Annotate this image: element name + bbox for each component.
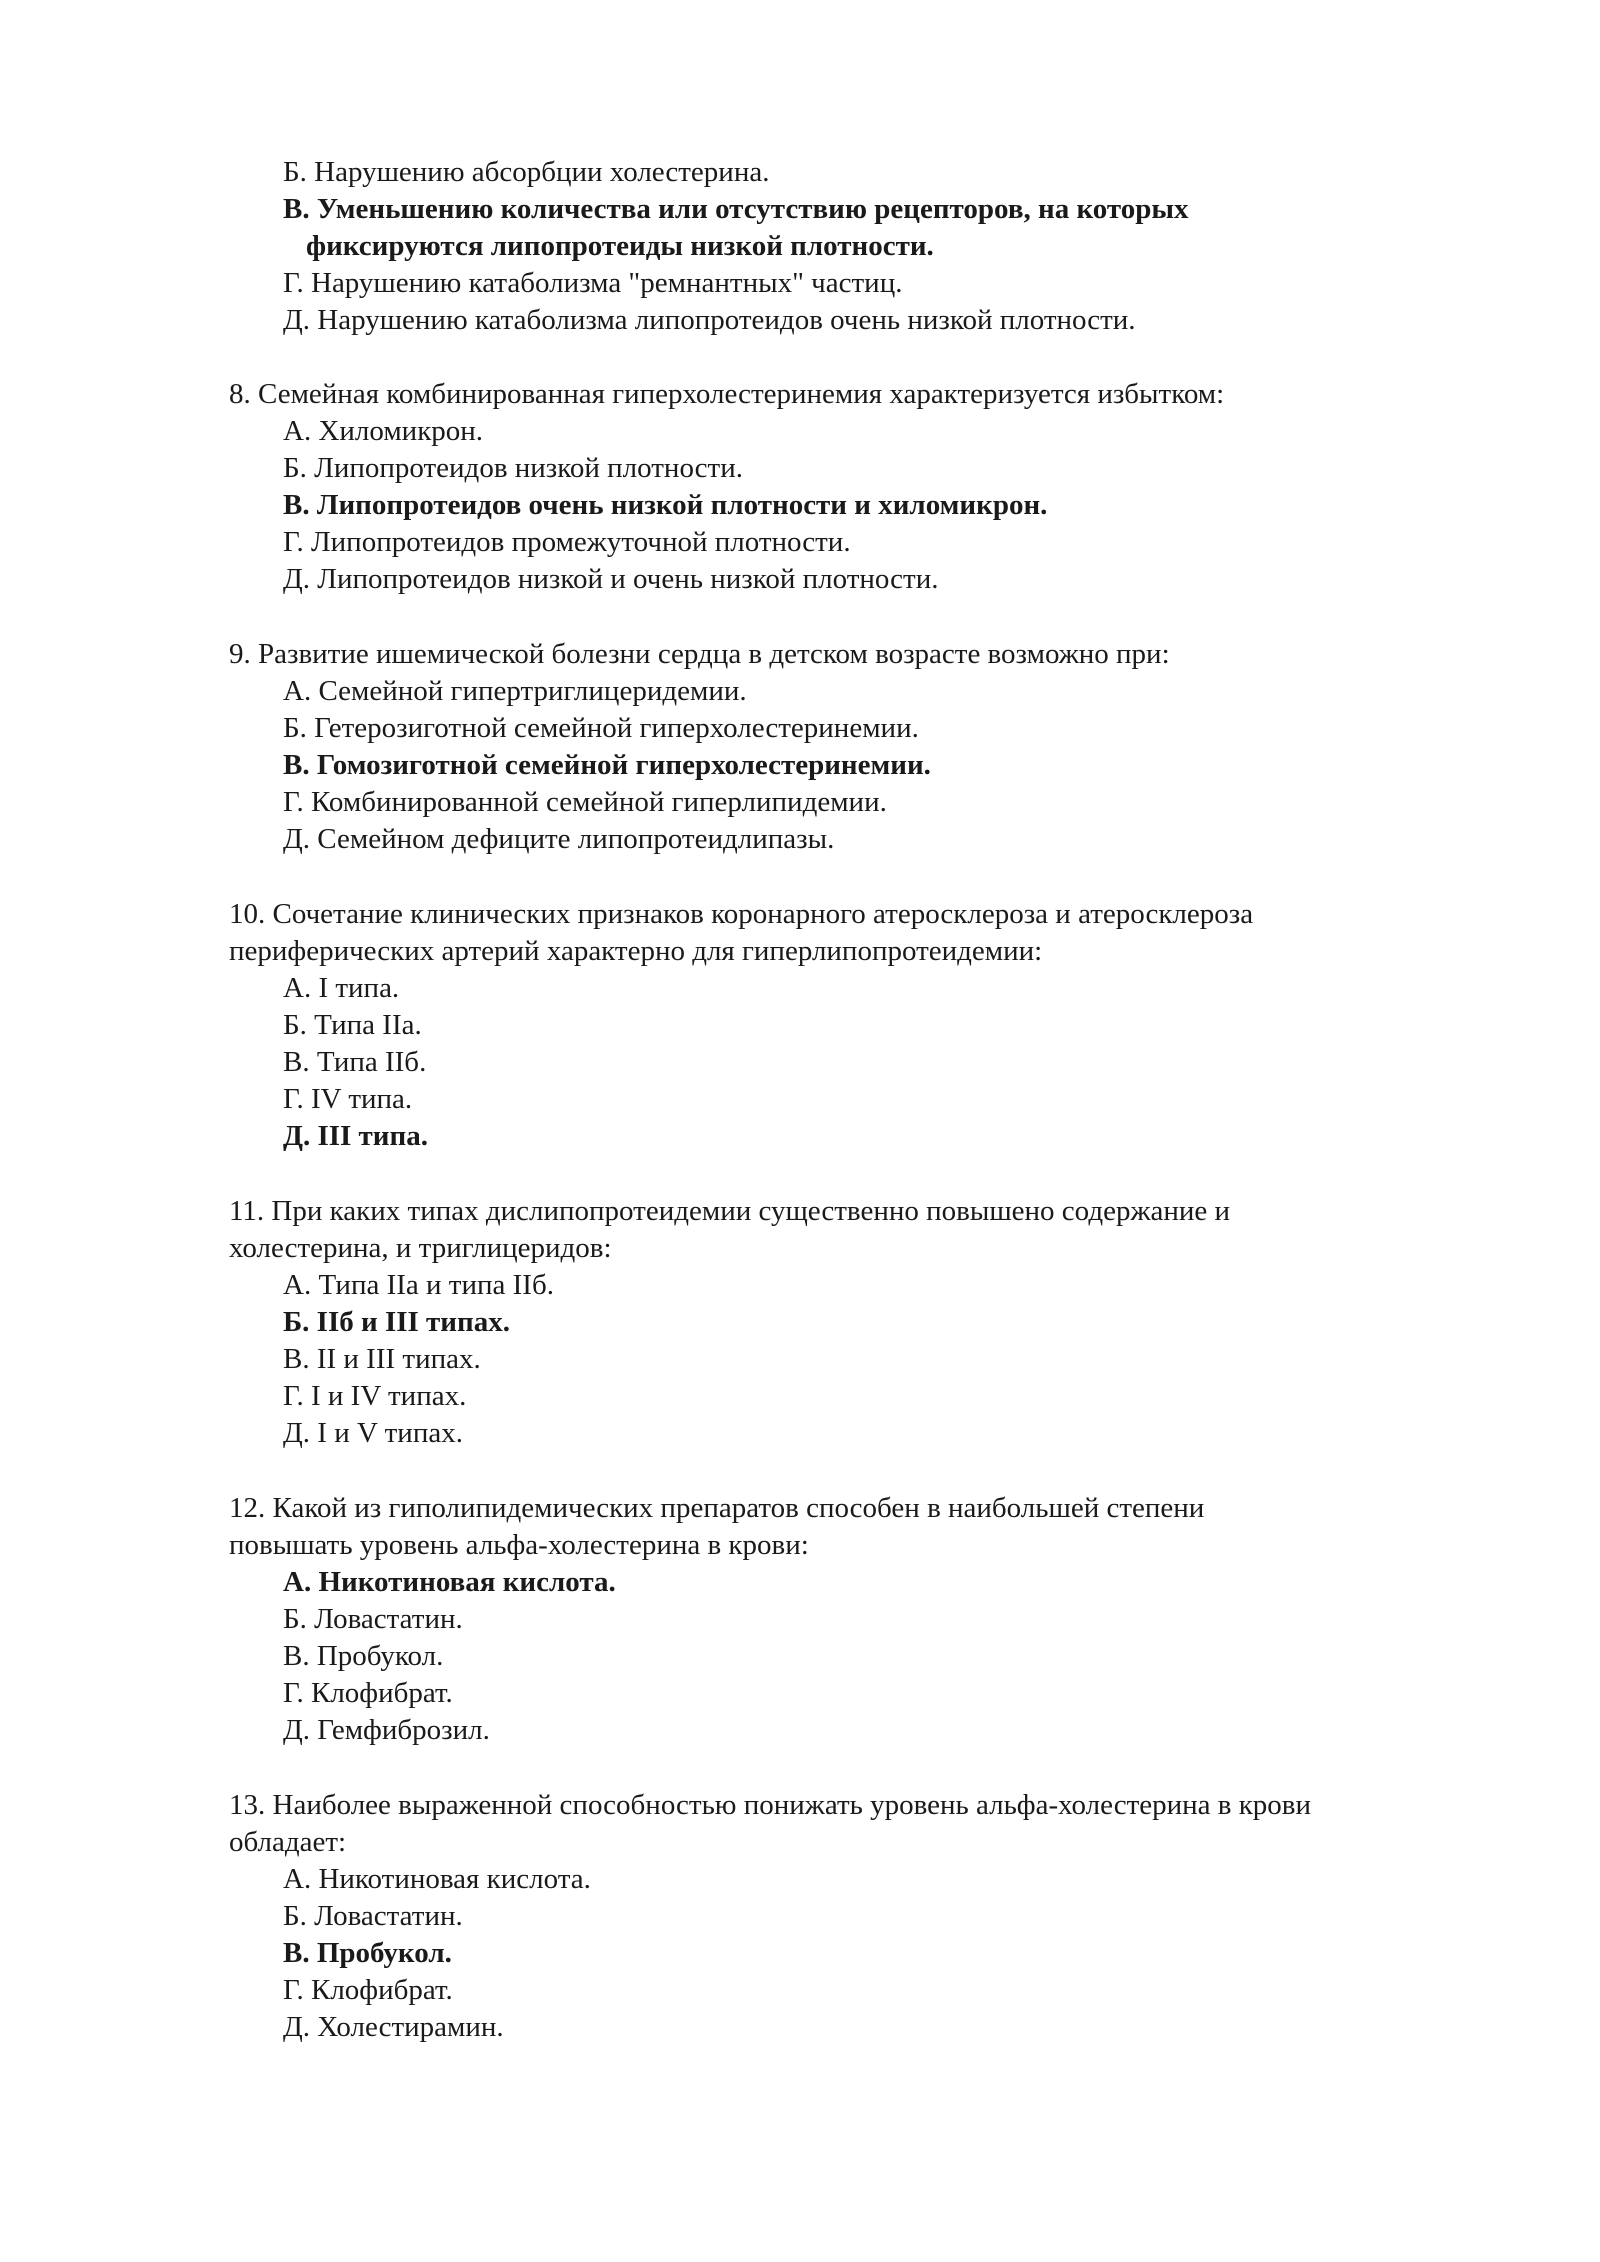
answer-option-correct: В. Уменьшению количества или отсутствию рецепторов, на которых [283, 193, 1189, 225]
answer-option: Д. Гемфиброзил. [283, 1714, 490, 1746]
answer-option: Д. Семейном дефиците липопротеидлипазы. [283, 823, 835, 855]
answer-option: Г. Комбинированной семейной гиперлипидемии. [283, 786, 887, 818]
answer-option: Г. Клофибрат. [283, 1677, 453, 1709]
answer-option-correct: А. Никотиновая кислота. [283, 1566, 616, 1598]
answer-option: Б. Ловастатин. [283, 1900, 463, 1932]
question-text: 10. Сочетание клинических признаков коронарного атеросклероза и атеросклероза [229, 898, 1254, 930]
answer-option: А. Никотиновая кислота. [283, 1863, 591, 1895]
answer-option: А. Семейной гипертриглицеридемии. [283, 675, 747, 707]
answer-option: Б. Ловастатин. [283, 1603, 463, 1635]
answer-option: Д. Холестирамин. [283, 2011, 504, 2043]
question-text: периферических артерий характерно для гиперлипопротеидемии: [229, 935, 1043, 967]
answer-option: Г. Липопротеидов промежуточной плотности. [283, 526, 851, 558]
answer-option: Д. Нарушению катаболизма липопротеидов очень низкой плотности. [283, 304, 1136, 336]
answer-option: А. Хиломикрон. [283, 415, 484, 447]
answer-option-correct: В. Липопротеидов очень низкой плотности и хиломикрон. [283, 489, 1048, 521]
question-text: 9. Развитие ишемической болезни сердца в детском возрасте возможно при: [229, 638, 1170, 670]
answer-option: В. Типа IIб. [283, 1046, 427, 1078]
answer-option: Г. I и IV типах. [283, 1380, 467, 1412]
answer-option: Д. Липопротеидов низкой и очень низкой плотности. [283, 563, 939, 595]
answer-option: Г. Клофибрат. [283, 1974, 453, 2006]
answer-option: В. Пробукол. [283, 1640, 444, 1672]
question-text: 12. Какой из гиполипидемических препаратов способен в наибольшей степени [229, 1492, 1205, 1524]
answer-option: Г. IV типа. [283, 1083, 413, 1115]
answer-option: Б. Липопротеидов низкой плотности. [283, 452, 743, 484]
question-text: 13. Наиболее выраженной способностью понижать уровень альфа-холестерина в крови [229, 1789, 1312, 1821]
question-text: обладает: [229, 1826, 347, 1858]
answer-option: Б. Типа IIa. [283, 1009, 422, 1041]
answer-option: В. II и III типах. [283, 1343, 481, 1375]
question-text: 11. При каких типах дислипопротеидемии существенно повышено содержание и [229, 1195, 1231, 1227]
answer-option: Д. I и V типах. [283, 1417, 463, 1449]
answer-option-correct: Б. IIб и III типах. [283, 1306, 510, 1338]
answer-option: А. I типа. [283, 972, 400, 1004]
question-text: холестерина, и триглицеридов: [229, 1232, 612, 1264]
question-text: повышать уровень альфа-холестерина в крови: [229, 1529, 809, 1561]
answer-option: Б. Нарушению абсорбции холестерина. [283, 156, 770, 188]
answer-option-correct: В. Пробукол. [283, 1937, 452, 1969]
answer-option: Г. Нарушению катаболизма "ремнантных" частиц. [283, 267, 903, 299]
question-text: 8. Семейная комбинированная гиперхолестеринемия характеризуется избытком: [229, 378, 1225, 410]
answer-option-continuation: фиксируются липопротеиды низкой плотности. [306, 230, 934, 262]
answer-option: А. Типа IIa и типа IIб. [283, 1269, 554, 1301]
answer-option-correct: Д. III типа. [283, 1120, 428, 1152]
answer-option: Б. Гетерозиготной семейной гиперхолестеринемии. [283, 712, 919, 744]
answer-option-correct: В. Гомозиготной семейной гиперхолестеринемии. [283, 749, 931, 781]
